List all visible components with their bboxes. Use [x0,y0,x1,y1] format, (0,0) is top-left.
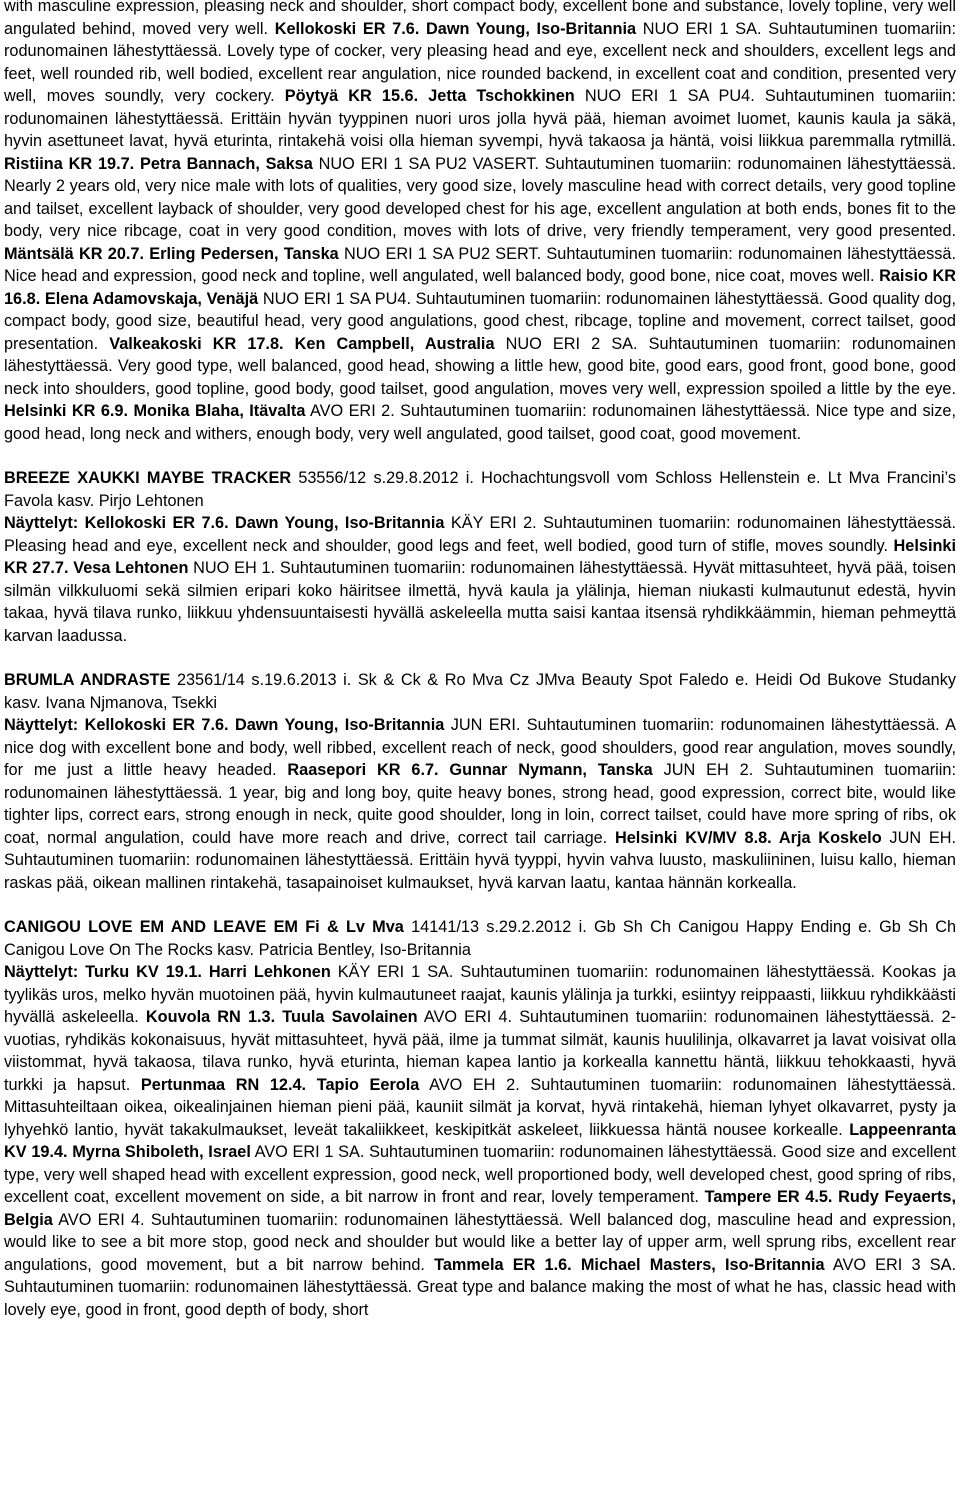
body-text: KÄY ERI 1 SA. Suhtautuminen tuomariin: rodunomainen lähestyttäessä. Kookas ja tyylikäs uros, melko hyvän muotoinen pää, hyvin kulmautuneet raajat, kaunis ylälinja ja turkki, esiintyy reippaasti, liikkuu ryhdikkäästi hyvällä askeleella. [4,963,956,1026]
bold-heading-text: BREEZE XAUKKI MAYBE TRACKER [4,469,292,487]
body-text: AVO ERI 2. Suhtautuminen tuomariin: rodunomainen lähestyttäessä. Nice type and size, good head, long neck and withers, enough body, very well angulated, good tailset, good coat, good movement. [4,402,956,443]
body-text: NUO ERI 1 SA PU4. Suhtautuminen tuomariin: rodunomainen lähestyttäessä. Good quality dog, compact body, good size, beautiful head, very good angulations, good chest, ribcage, topline and movement, correct tailset, good presentation. [4,289,956,353]
bold-heading-text: BRUMLA ANDRASTE [4,671,171,689]
dog-entry-canigou [4,916,956,1321]
dog-entry-brumla [4,669,956,894]
bold-heading-text: Lappeenranta KV 19.4. Myrna Shiboleth, Israel [4,1120,956,1161]
body-text: JUN ERI. Suhtautuminen tuomariin: rodunomainen lähestyttäessä. A nice dog with excellent bone and body, well ribbed, excellent reach of neck, good shoulders, good rear angulation, moves soundly, for me just a little heavy headed. [4,716,956,779]
body-text: with masculine expression, pleasing neck and shoulder, short compact body, excellent bone and substance, lovely topline, very well angulated behind, moved very well. [4,0,956,38]
bold-heading-text: CANIGOU LOVE EM AND LEAVE EM Fi & Lv Mva [4,918,404,936]
bold-heading-text: Näyttelyt: Turku KV 19.1. Harri Lehkonen [4,963,331,981]
dog-entry-breeze [4,467,956,647]
bold-heading-text: Kouvola RN 1.3. Tuula Savolainen [145,1008,418,1026]
bold-heading-text: Kellokoski ER 7.6. Dawn Young, Iso-Britannia [274,19,637,38]
body-text: 14141/13 s.29.2.2012 i. Gb Sh Ch Canigou Happy Ending e. Gb Sh Ch Canigou Love On The Rocks kasv. Patricia Bentley, Iso-Britannia [4,918,957,959]
body-text: KÄY ERI 2. Suhtautuminen tuomariin: rodunomainen lähestyttäessä. Pleasing head and eye, excellent neck and shoulder, good legs and feet, well bodied, good turn of stifle, moves soundly. [4,514,956,555]
body-text: AVO ERI 3 SA. Suhtautuminen tuomariin: rodunomainen lähestyttäessä. Great type and balance making the most of what he has, classic head with lovely eye, good in front, good depth of body, short [4,1255,957,1319]
bold-heading-text: Näyttelyt: Kellokoski ER 7.6. Dawn Young, Iso-Britannia [4,716,445,734]
body-text: NUO ERI 2 SA. Suhtautuminen tuomariin: rodunomainen lähestyttäessä. Very good type, well balanced, good head, showing a little hew, good bite, good ears, good front, good bone, good neck into shoulders, good topline, good body, good tailset, good angulation, moves very well, expression spoiled a little by the eye. [4,334,956,398]
body-text: 23561/14 s.19.6.2013 i. Sk & Ck & Ro Mva Cz JMva Beauty Spot Faledo e. Heidi Od Bukove Studanky kasv. Ivana Njmanova, Tsekki [4,671,957,712]
bold-heading-text: Raasepori KR 6.7. Gunnar Nymann, Tanska [287,761,653,779]
bold-heading-text: Valkeakoski KR 17.8. Ken Campbell, Australia [109,334,495,353]
bold-heading-text: Helsinki KR 27.7. Vesa Lehtonen [4,536,956,577]
bold-heading-text: Ristiina KR 19.7. Petra Bannach, Saksa [4,154,313,173]
bold-heading-text: Pöytyä KR 15.6. Jetta Tschokkinen [284,87,575,105]
body-text: 53556/12 s.29.8.2012 i. Hochachtungsvoll vom Schloss Hellenstein e. Lt Mva Francini’s Favola kasv. Pirjo Lehtonen [4,469,956,510]
body-text: JUN EH 2. Suhtautuminen tuomariin: rodunomainen lähestyttäessä. 1 year, big and long boy, quite heavy bones, strong head, good expression, correct bite, would like tighter lips, correct ears, strong enough in neck, quite good shoulder, long in loin, correct tailset, could have more spring of ribs, ok coat, normal angulation, could have more reach and drive, correct tail carriage. [4,761,956,847]
bold-heading-text: Tampere ER 4.5. Rudy Feyaerts, Belgia [4,1188,956,1229]
body-text: NUO ERI 1 SA PU4. Suhtautuminen tuomariin: rodunomainen lähestyttäessä. Erittäin hyvän tyyppinen nuori uros jolla hyvä pää, hieman avoimet luomet, kaunis kaula ja säkä, hyvin asettuneet lavat, hyvä eturinta, rintakehä voisi olla hieman syvempi, hyvä takaosa ja häntä, voisi liikkua paremmalla rytmillä. [4,87,956,150]
body-text: AVO EH 2. Suhtautuminen tuomariin: rodunomainen lähestyttäessä. Mittasuhteiltaan oikea, oikealinjainen hieman pieni pää, kauniit silmät ja korvat, hyvä rintakehä, hieman lyhyet olkavarret, pysty ja lyhyehkö lantio, hyvät takakulmaukset, leveät takaliikkeet, keskipitkät askeleet, liikkuessa häntä nousee korkealle. [4,1075,956,1139]
body-text: NUO EH 1. Suhtautuminen tuomariin: rodunomainen lähestyttäessä. Hyvät mittasuhteet, hyvä pää, toisen silmän vilkkuluomi sekä silmien eripari koko häiritsee ilmettä, hyvä kaula ja ylälinja, hieman niukasti kulmautunut edestä, hyvin takaa, hyvä tilava runko, liikkuu yhdensuuntaisesti hyvällä askeleella mutta saisi kantaa itsensä ryhdikkäämmin, hieman pehmeyttä karvan laadussa. [4,559,956,645]
body-text: AVO ERI 4. Suhtautuminen tuomariin: rodunomainen lähestyttäessä. 2-vuotias, ryhdikäs kokonaisuus, hyvät mittasuhteet, hyvä pää, ilme ja tummat silmät, kaunis huulilinja, olkavarret ja lavat voisivat olla viistommat, hyvä takaosa, tilava runko, hyvä eturinta, hieman kapea lantio ja korkealla kannettu häntä, liikkuu tehokkaasti, hyvä turkki ja hapsut. [4,1008,956,1094]
paragraph-gap [4,445,956,467]
body-text: AVO ERI 1 SA. Suhtautuminen tuomariin: rodunomainen lähestyttäessä. Good size and excellent type, very well shaped head with excellent expression, good neck, well proportioned body, well developed chest, good spring of ribs, excellent coat, excellent movement on side, a bit narrow in front and rear, lovely temperament. [4,1143,956,1206]
body-text: NUO ERI 1 SA PU2 VASERT. Suhtautuminen tuomariin: rodunomainen lähestyttäessä. Nearly 2 years old, very nice male with lots of qualities, very good size, lovely masculine head with correct details, very good topline and tailset, excellent layback of shoulder, very good developed chest for his age, excellent angulation at both ends, bones fit to the body, very nice ribcage, coat in very good condition, moves with lots of drive, very friendly temperament, very good presented. [4,154,956,240]
bold-heading-text: Pertunmaa RN 12.4. Tapio Eerola [140,1075,420,1094]
paragraph-gap [4,894,956,916]
body-text: NUO ERI 1 SA PU2 SERT. Suhtautuminen tuomariin: rodunomainen lähestyttäessä. Nice head and expression, good neck and topline, well angulated, well balanced body, good bone, nice coat, moves well. [4,244,956,285]
body-text: AVO ERI 4. Suhtautuminen tuomariin: rodunomainen lähestyttäessä. Well balanced dog, masculine head and expression, would like to see a bit more stop, good neck and shoulder but would like a better lay of upper arm, well sprung ribs, excellent rear angulations, good movement, but a bit narrow behind. [4,1210,956,1274]
paragraph-gap [4,647,956,669]
bold-heading-text: Raisio KR 16.8. Elena Adamovskaja, Venäjä [4,267,957,308]
dog-entry-continuation [4,0,956,445]
bold-heading-text: Mäntsälä KR 20.7. Erling Pedersen, Tanska [4,244,339,263]
bold-heading-text: Helsinki KR 6.9. Monika Blaha, Itävalta [4,402,306,420]
body-text: NUO ERI 1 SA. Suhtautuminen tuomariin: rodunomainen lähestyttäessä. Lovely type of cocker, very pleasing head and eye, excellent neck and shoulders, excellent legs and feet, well rounded rib, well bodied, excellent rear angulation, nice rounded backend, in excellent coat and condition, presented very well, moves soundly, very cockery. [4,19,956,105]
bold-heading-text: Näyttelyt: Kellokoski ER 7.6. Dawn Young, Iso-Britannia [4,514,445,532]
body-text: JUN EH. Suhtautuminen tuomariin: rodunomainen lähestyttäessä. Erittäin hyvä tyyppi, hyvin vahva luusto, maskuliininen, luisu kallo, hieman raskas pää, oikean mallinen rintakehä, tasapainoiset kulmaukset, hyvä karvan laatu, kantaa hännän korkealla. [4,828,957,892]
bold-heading-text: Tammela ER 1.6. Michael Masters, Iso-Britannia [434,1255,825,1274]
bold-heading-text: Helsinki KV/MV 8.8. Arja Koskelo [614,828,882,847]
